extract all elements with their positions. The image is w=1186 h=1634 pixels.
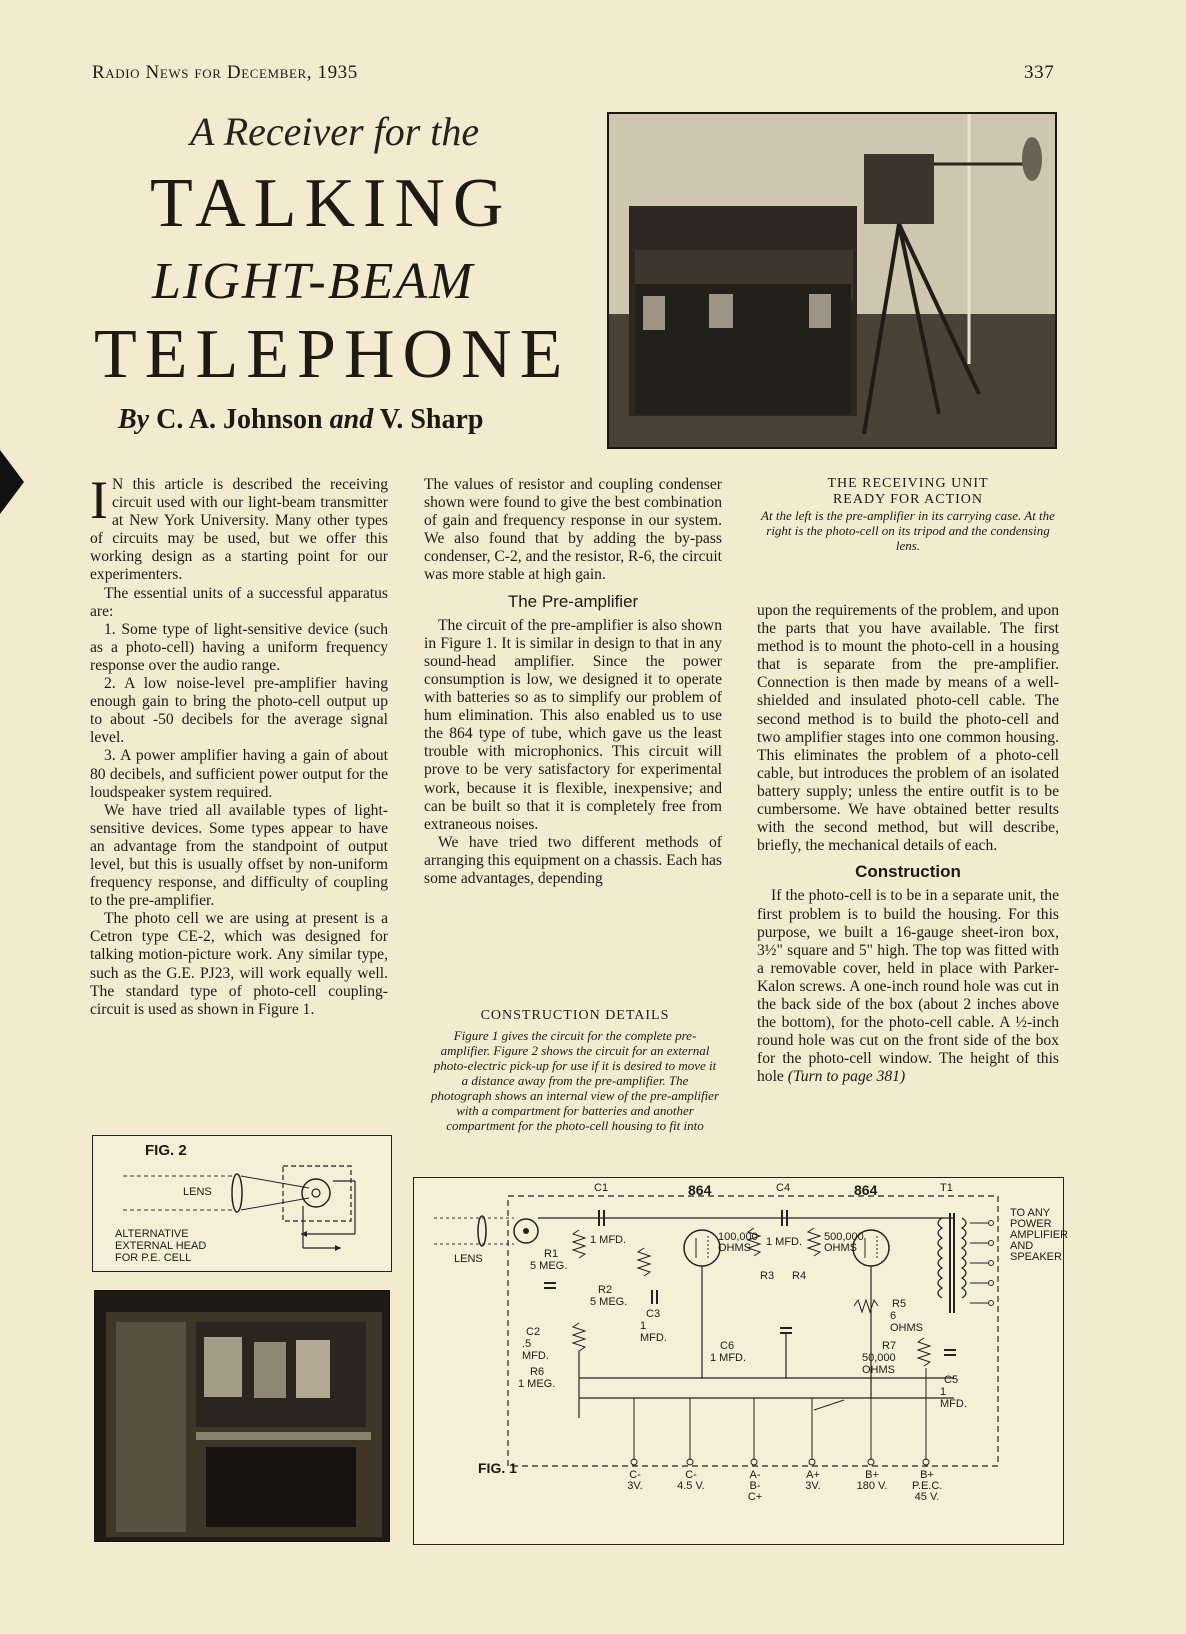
col2-para-2: The circuit of the pre-amplifier is also shown in Figure 1. It is similar in design to that in any sound-head amplifier. Since the power consumption is low, we designed it to operate with batteries so as to simplify our problem of hum elimination. This also enabled us to use the 864 type of tube, which gave us the least trouble with microphonics. This circuit will prove to be very satisfactory for experimental work, because it is flexible, inexpensive; and can be built so that it is completely free from extraneous noises. [424, 616, 722, 833]
fig2-caption-2: EXTERNAL HEAD [115, 1240, 207, 1252]
col1-para-2: The essential units of a successful apparatus are: [90, 584, 388, 620]
fig1-label: FIG. 1 [478, 1460, 517, 1476]
terminal-c-3v [622, 1470, 648, 1492]
c4-label: C4 [776, 1182, 791, 1194]
r1-value: 5 MEG. [530, 1260, 568, 1272]
subhead-construction: Construction [855, 862, 961, 882]
c1-value: 1 MFD. [590, 1234, 627, 1246]
figure-2 [92, 1135, 392, 1272]
col1-para-1: N this article is described the receiving circuit used with our light-beam transmitter at New York University. Many other types of circuits may be used, but we offer this working design as a starting point for our experimenters. [90, 476, 388, 584]
construction-details-box [430, 1008, 720, 1133]
fig2-caption-3: FOR P.E. CELL [115, 1252, 192, 1264]
r1-label: R1 [544, 1248, 559, 1260]
col2-para-3: We have tried two different methods of arranging this equipment on a chassis. Each has some advantages, depending [424, 833, 722, 887]
r-500k-value: 500,000 OHMS [824, 1231, 864, 1254]
terminal-a-plus-3v-l2: 3V. [805, 1480, 821, 1492]
pre-amplifier-interior-photo [94, 1290, 390, 1542]
terminal-b-plus-180v [854, 1470, 890, 1492]
c2-label: C2 [526, 1326, 541, 1338]
terminal-c-4.5v-l2: 4.5 V. [677, 1480, 705, 1492]
terminal-a-b-c [742, 1470, 768, 1503]
fig2-label: FIG. 2 [145, 1142, 187, 1159]
terminal-b-plus-180v-l1: B+ [865, 1469, 879, 1481]
terminal-c-3v-l1: C- [629, 1469, 641, 1481]
col1-para-3: 1. Some type of light-sensitive device (such as a photo-cell) having a uniform frequency response over the audio range. [90, 620, 388, 674]
byline-by: By [118, 404, 150, 435]
terminal-c-3v-l2: 3V. [627, 1480, 643, 1492]
r7-value: 50,000 OHMS [862, 1352, 896, 1376]
turn-to-page: (Turn to page 381) [787, 1068, 906, 1086]
title-line-telephone: TELEPHONE [94, 316, 571, 393]
t1-label: T1 [940, 1182, 953, 1194]
tube-864-second: 864 [854, 1182, 878, 1198]
byline [118, 404, 483, 436]
r2-label: R2 [598, 1284, 613, 1296]
title-line-talking: TALKING [150, 165, 512, 242]
r6-value: 1 MEG. [518, 1378, 556, 1390]
c1-label: C1 [594, 1182, 609, 1194]
col2-para-1: The values of resistor and coupling condenser shown were found to give the best combination of gain and frequency response in our system. We also found that by adding the by-pass condenser, C-2, and the resistor, R-6, the circuit was more stable at high gain. [424, 476, 722, 584]
byline-author-2: V. Sharp [379, 404, 484, 435]
photo-caption [755, 476, 1061, 553]
output-label: TO ANY POWER AMPLIFIER AND SPEAKER [1010, 1207, 1069, 1263]
drop-cap: I [90, 470, 108, 530]
r4-label: R4 [792, 1270, 807, 1282]
construction-details-body: Figure 1 gives the circuit for the complete pre-amplifier. Figure 2 shows the circuit for an external photo-electric pick-up for use if it is desired to move it a distance away from the pre-amplifier. The photograph shows an internal view of the pre-amplifier with a compartment for batteries and another compartment for the photo-cell housing to fit into [430, 1028, 720, 1133]
caption-body: At the left is the pre-amplifier in its carrying case. At the right is the photo-cell on its tripod and the condensing lens. [761, 508, 1055, 553]
fig1-lens-label: LENS [454, 1253, 483, 1265]
r5-value: 6 OHMS [890, 1310, 923, 1334]
c2-value: .5 MFD. [522, 1338, 549, 1362]
terminal-b-plus-pec [912, 1470, 942, 1503]
fig2-caption-1: ALTERNATIVE [115, 1228, 189, 1240]
col1-para-5: 3. A power amplifier having a gain of about 80 decibels, and sufficient power output for the loudspeaker system required. [90, 747, 388, 801]
running-title: Radio News for December, 1935 [92, 62, 358, 83]
tube-864-first: 864 [688, 1182, 712, 1198]
r6-label: R6 [530, 1366, 545, 1378]
r5-label: R5 [892, 1298, 907, 1310]
col1-para-4: 2. A low noise-level pre-amplifier having enough gain to bring the photo-cell output up to about -50 decibels for the average signal level. [90, 675, 388, 747]
margin-marker [0, 450, 24, 514]
fig2-lens-label: LENS [183, 1186, 212, 1198]
col1-para-7: The photo cell we are using at present is a Cetron type CE-2, which was designed for talking motion-picture work. Any similar type, such as the G.E. PJ23, will work equally well. The standard type of photo-cell coupling-circuit is used as shown in Figure 1. [90, 910, 388, 1018]
title-line-light-beam: LIGHT-BEAM [152, 253, 475, 310]
terminal-b-plus-pec-l3: 45 V. [914, 1491, 940, 1503]
terminal-c-4.5v [672, 1470, 710, 1492]
terminal-a-b-c-l3: C+ [747, 1491, 763, 1503]
r7-label: R7 [882, 1340, 897, 1352]
c6-label: C6 [720, 1340, 735, 1352]
fig2-caption [115, 1228, 206, 1264]
title-lead: A Receiver for the [190, 109, 480, 154]
c5-label: C5 [944, 1374, 959, 1386]
column-3 [757, 602, 1059, 1086]
terminal-b-plus-180v-l2: 180 V. [856, 1480, 888, 1492]
terminal-a-b-c-l2: B- [749, 1480, 761, 1492]
c3-value: 1 MFD. [640, 1320, 667, 1344]
r3-label: R3 [760, 1270, 775, 1282]
page-number: 337 [1024, 62, 1055, 83]
receiving-unit-photo [607, 112, 1057, 449]
terminal-a-plus-3v [800, 1470, 826, 1492]
terminal-c-4.5v-l1: C- [685, 1469, 697, 1481]
terminal-b-plus-pec-l1: B+ [920, 1469, 934, 1481]
col3-para-2: If the photo-cell is to be in a separate unit, the first problem is to build the housing. For this purpose, we built a 16-gauge sheet-iron box, 3½" square and 5" high. The top was fitted with a removable cover, held in place with Parker-Kalon screws. A one-inch round hole was cut in the back side of the box (about 2 inches above the bottom), for the photo-cell cable. A ½-inch round hole was cut on the front side of the box for the photo-cell window. The height of this hole [757, 887, 1059, 1086]
r-100k-value: 100,000 OHMS [718, 1231, 758, 1254]
column-1 [90, 470, 388, 1019]
terminal-b-plus-pec-l2: P.E.C. [912, 1480, 943, 1492]
c4-value: 1 MFD. [766, 1236, 803, 1248]
subhead-pre-amplifier: The Pre-amplifier [507, 591, 639, 611]
r2-value: 5 MEG. [590, 1296, 628, 1308]
construction-details-title: CONSTRUCTION DETAILS [480, 1008, 670, 1023]
c6-value: 1 MFD. [710, 1352, 747, 1364]
col3-para-1: upon the requirements of the problem, and upon the parts that you have available. The first method is to mount the photo-cell in a housing that is separate from the pre-amplifier. Connection is then made by means of a well-shielded and insulated photo-cell cable. The second method is to build the photo-cell and two amplifier stages into one common housing. This eliminates the problem of a photo-cell cable, but introduces the problem of an isolated battery supply; unless the entire outfit is to be cumbersome. We have obtained better results with the second method, but will describe, briefly, the mechanical details of each. [757, 602, 1059, 855]
figure-1-schematic [413, 1177, 1069, 1545]
terminal-a-plus-3v-l1: A+ [806, 1469, 820, 1481]
column-2 [424, 476, 722, 888]
caption-title-1: THE RECEIVING UNIT [827, 476, 989, 491]
caption-title-2: READY FOR ACTION [832, 492, 984, 507]
byline-author-1: C. A. Johnson [156, 404, 323, 435]
terminal-a-b-c-l1: A- [749, 1469, 761, 1481]
col1-para-6: We have tried all available types of light-sensitive devices. Some types appear to have an advantage from the standpoint of output level, but this is usually offset by non-uniform frequency response, and difficulty of coupling to the pre-amplifier. [90, 801, 388, 910]
c3-label: C3 [646, 1308, 661, 1320]
byline-and: and [329, 404, 374, 435]
c5-value: 1 MFD. [940, 1386, 967, 1410]
